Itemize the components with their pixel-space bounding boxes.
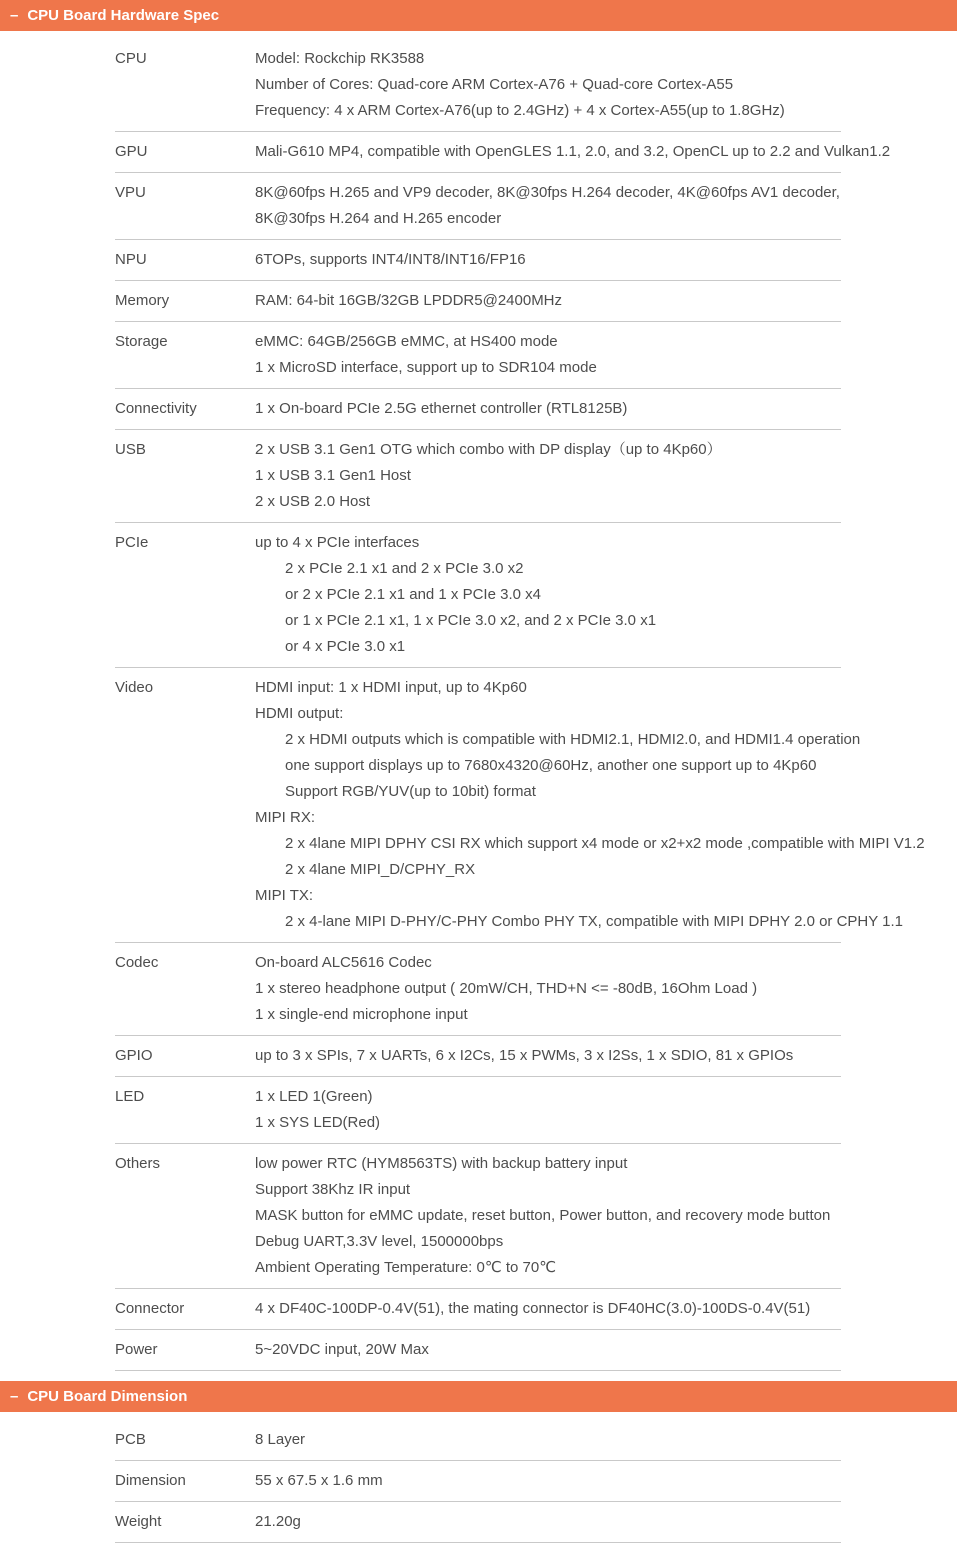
spec-row-label: Video xyxy=(115,679,154,696)
section-title: CPU Board Dimension xyxy=(27,1388,188,1405)
spec-line: MASK button for eMMC update, reset button, Power button, and recovery mode button xyxy=(255,1207,831,1224)
spec-row xyxy=(115,173,841,240)
spec-row xyxy=(115,389,841,430)
spec-row-label: Connector xyxy=(115,1300,185,1317)
spec-line: MIPI TX: xyxy=(255,887,314,904)
spec-row-label: Storage xyxy=(115,333,168,350)
spec-row-value xyxy=(255,1468,841,1494)
spec-line: 2 x USB 2.0 Host xyxy=(255,493,371,510)
spec-row-label: GPU xyxy=(115,143,148,160)
spec-row-label: USB xyxy=(115,441,146,458)
spec-line: Mali-G610 MP4, compatible with OpenGLES 1.1, 2.0, and 3.2, OpenCL up to 2.2 and Vulkan1.2 xyxy=(255,143,891,160)
spec-row xyxy=(115,1420,841,1461)
spec-line: Frequency: 4 x ARM Cortex-A76(up to 2.4GHz) + 4 x Cortex-A55(up to 1.8GHz) xyxy=(255,102,785,119)
spec-row-label: Connectivity xyxy=(115,400,197,417)
spec-line: Support 38Khz IR input xyxy=(255,1181,411,1198)
spec-row-value xyxy=(255,1337,841,1363)
section-header-hardware-spec xyxy=(0,0,957,31)
spec-line: 1 x stereo headphone output ( 20mW/CH, THD+N <= -80dB, 16Ohm Load ) xyxy=(255,980,758,997)
spec-row xyxy=(115,281,841,322)
spec-row xyxy=(115,1461,841,1502)
spec-line: HDMI output: xyxy=(255,705,344,722)
spec-line: 1 x USB 3.1 Gen1 Host xyxy=(255,467,411,484)
spec-row-label: NPU xyxy=(115,251,147,268)
spec-line: 8K@30fps H.264 and H.265 encoder xyxy=(255,210,502,227)
spec-row xyxy=(115,1502,841,1543)
spec-line: 2 x 4lane MIPI_D/CPHY_RX xyxy=(285,861,476,878)
spec-row xyxy=(115,1036,841,1077)
spec-line: 2 x PCIe 2.1 x1 and 2 x PCIe 3.0 x2 xyxy=(285,560,524,577)
spec-row-label: PCB xyxy=(115,1431,146,1448)
spec-row-label: Weight xyxy=(115,1513,162,1530)
spec-line: On-board ALC5616 Codec xyxy=(255,954,432,971)
spec-row xyxy=(115,668,925,943)
spec-row-label: Dimension xyxy=(115,1472,186,1489)
spec-row-value xyxy=(255,1084,841,1136)
spec-line: up to 3 x SPIs, 7 x UARTs, 6 x I2Cs, 15 x PWMs, 3 x I2Ss, 1 x SDIO, 81 x GPIOs xyxy=(255,1047,794,1064)
spec-row-value xyxy=(255,247,841,273)
section-dimension xyxy=(0,1381,957,1543)
spec-line: eMMC: 64GB/256GB eMMC, at HS400 mode xyxy=(255,333,558,350)
spec-row xyxy=(115,39,841,132)
spec-row-label: PCIe xyxy=(115,534,149,551)
spec-row-label: LED xyxy=(115,1088,145,1105)
dash-icon: – xyxy=(10,1388,19,1405)
spec-line: 1 x On-board PCIe 2.5G ethernet controller (RTL8125B) xyxy=(255,400,628,417)
spec-row xyxy=(115,322,841,389)
spec-row xyxy=(115,240,841,281)
spec-row xyxy=(115,1289,841,1330)
dash-icon: – xyxy=(10,7,19,24)
spec-line: up to 4 x PCIe interfaces xyxy=(255,534,420,551)
spec-line: one support displays up to 7680x4320@60Hz, another one support up to 4Kp60 xyxy=(285,757,817,774)
spec-row-label: GPIO xyxy=(115,1047,153,1064)
spec-line: Number of Cores: Quad-core ARM Cortex-A76 + Quad-core Cortex-A55 xyxy=(255,76,734,93)
spec-row xyxy=(115,523,841,668)
dimension-table xyxy=(115,1420,841,1543)
spec-line: 2 x 4lane MIPI DPHY CSI RX which support x4 mode or x2+x2 mode ,compatible with MIPI V1.2 xyxy=(285,835,925,852)
spec-line: Ambient Operating Temperature: 0℃ to 70℃ xyxy=(255,1259,557,1276)
spec-row-value xyxy=(255,288,841,314)
spec-line: Support RGB/YUV(up to 10bit) format xyxy=(285,783,536,800)
spec-row-value xyxy=(255,46,841,124)
spec-row-label: Others xyxy=(115,1155,161,1172)
spec-line: 8K@60fps H.265 and VP9 decoder, 8K@30fps H.264 decoder, 4K@60fps AV1 decoder, xyxy=(255,184,840,201)
spec-row xyxy=(115,430,841,523)
spec-row-value xyxy=(255,1296,841,1322)
spec-row-value xyxy=(255,437,841,515)
spec-row-value xyxy=(255,1151,841,1281)
spec-line: Debug UART,3.3V level, 1500000bps xyxy=(255,1233,504,1250)
spec-line: HDMI input: 1 x HDMI input, up to 4Kp60 xyxy=(255,679,527,696)
spec-line: 8 Layer xyxy=(255,1431,306,1448)
spec-line: 1 x single-end microphone input xyxy=(255,1006,468,1023)
spec-row-value xyxy=(255,396,841,422)
spec-line: 55 x 67.5 x 1.6 mm xyxy=(255,1472,383,1489)
spec-row-value xyxy=(255,1509,841,1535)
spec-line: 5~20VDC input, 20W Max xyxy=(255,1341,429,1358)
spec-row-label: Power xyxy=(115,1341,158,1358)
spec-line: 4 x DF40C-100DP-0.4V(51), the mating connector is DF40HC(3.0)-100DS-0.4V(51) xyxy=(255,1300,811,1317)
hardware-spec-table xyxy=(115,39,925,1371)
spec-row xyxy=(115,1144,841,1289)
spec-row-value xyxy=(255,139,891,165)
spec-row xyxy=(115,1077,841,1144)
spec-line: 6TOPs, supports INT4/INT8/INT16/FP16 xyxy=(255,251,526,268)
spec-line: MIPI RX: xyxy=(255,809,316,826)
spec-row-value xyxy=(255,1043,841,1069)
spec-row-value xyxy=(255,329,841,381)
spec-row xyxy=(115,1330,841,1371)
spec-row-label: Memory xyxy=(115,292,170,309)
spec-row-value xyxy=(255,950,841,1028)
spec-row-label: Codec xyxy=(115,954,159,971)
spec-line: 21.20g xyxy=(255,1513,301,1530)
spec-line: 1 x MicroSD interface, support up to SDR104 mode xyxy=(255,359,597,376)
spec-line: or 1 x PCIe 2.1 x1, 1 x PCIe 3.0 x2, and 2 x PCIe 3.0 x1 xyxy=(285,612,657,629)
section-title: CPU Board Hardware Spec xyxy=(27,7,220,24)
spec-line: or 4 x PCIe 3.0 x1 xyxy=(285,638,406,655)
spec-line: 2 x USB 3.1 Gen1 OTG which combo with DP display（up to 4Kp60） xyxy=(255,441,722,458)
spec-line: 2 x HDMI outputs which is compatible with HDMI2.1, HDMI2.0, and HDMI1.4 operation xyxy=(285,731,861,748)
spec-line: 2 x 4-lane MIPI D-PHY/C-PHY Combo PHY TX, compatible with MIPI DPHY 2.0 or CPHY 1.1 xyxy=(285,913,904,930)
spec-row-label: VPU xyxy=(115,184,146,201)
spec-line: low power RTC (HYM8563TS) with backup battery input xyxy=(255,1155,628,1172)
spec-row-label: CPU xyxy=(115,50,147,67)
spec-row-value xyxy=(255,180,841,232)
spec-row-value xyxy=(255,675,925,935)
spec-row-value xyxy=(255,1427,841,1453)
spec-line: Model: Rockchip RK3588 xyxy=(255,50,425,67)
spec-line: or 2 x PCIe 2.1 x1 and 1 x PCIe 3.0 x4 xyxy=(285,586,541,603)
spec-row xyxy=(115,943,841,1036)
spec-row xyxy=(115,132,891,173)
section-header-dimension xyxy=(0,1381,957,1412)
spec-line: 1 x LED 1(Green) xyxy=(255,1088,373,1105)
spec-row-value xyxy=(255,530,841,660)
spec-line: 1 x SYS LED(Red) xyxy=(255,1114,381,1131)
spec-line: RAM: 64-bit 16GB/32GB LPDDR5@2400MHz xyxy=(255,292,563,309)
